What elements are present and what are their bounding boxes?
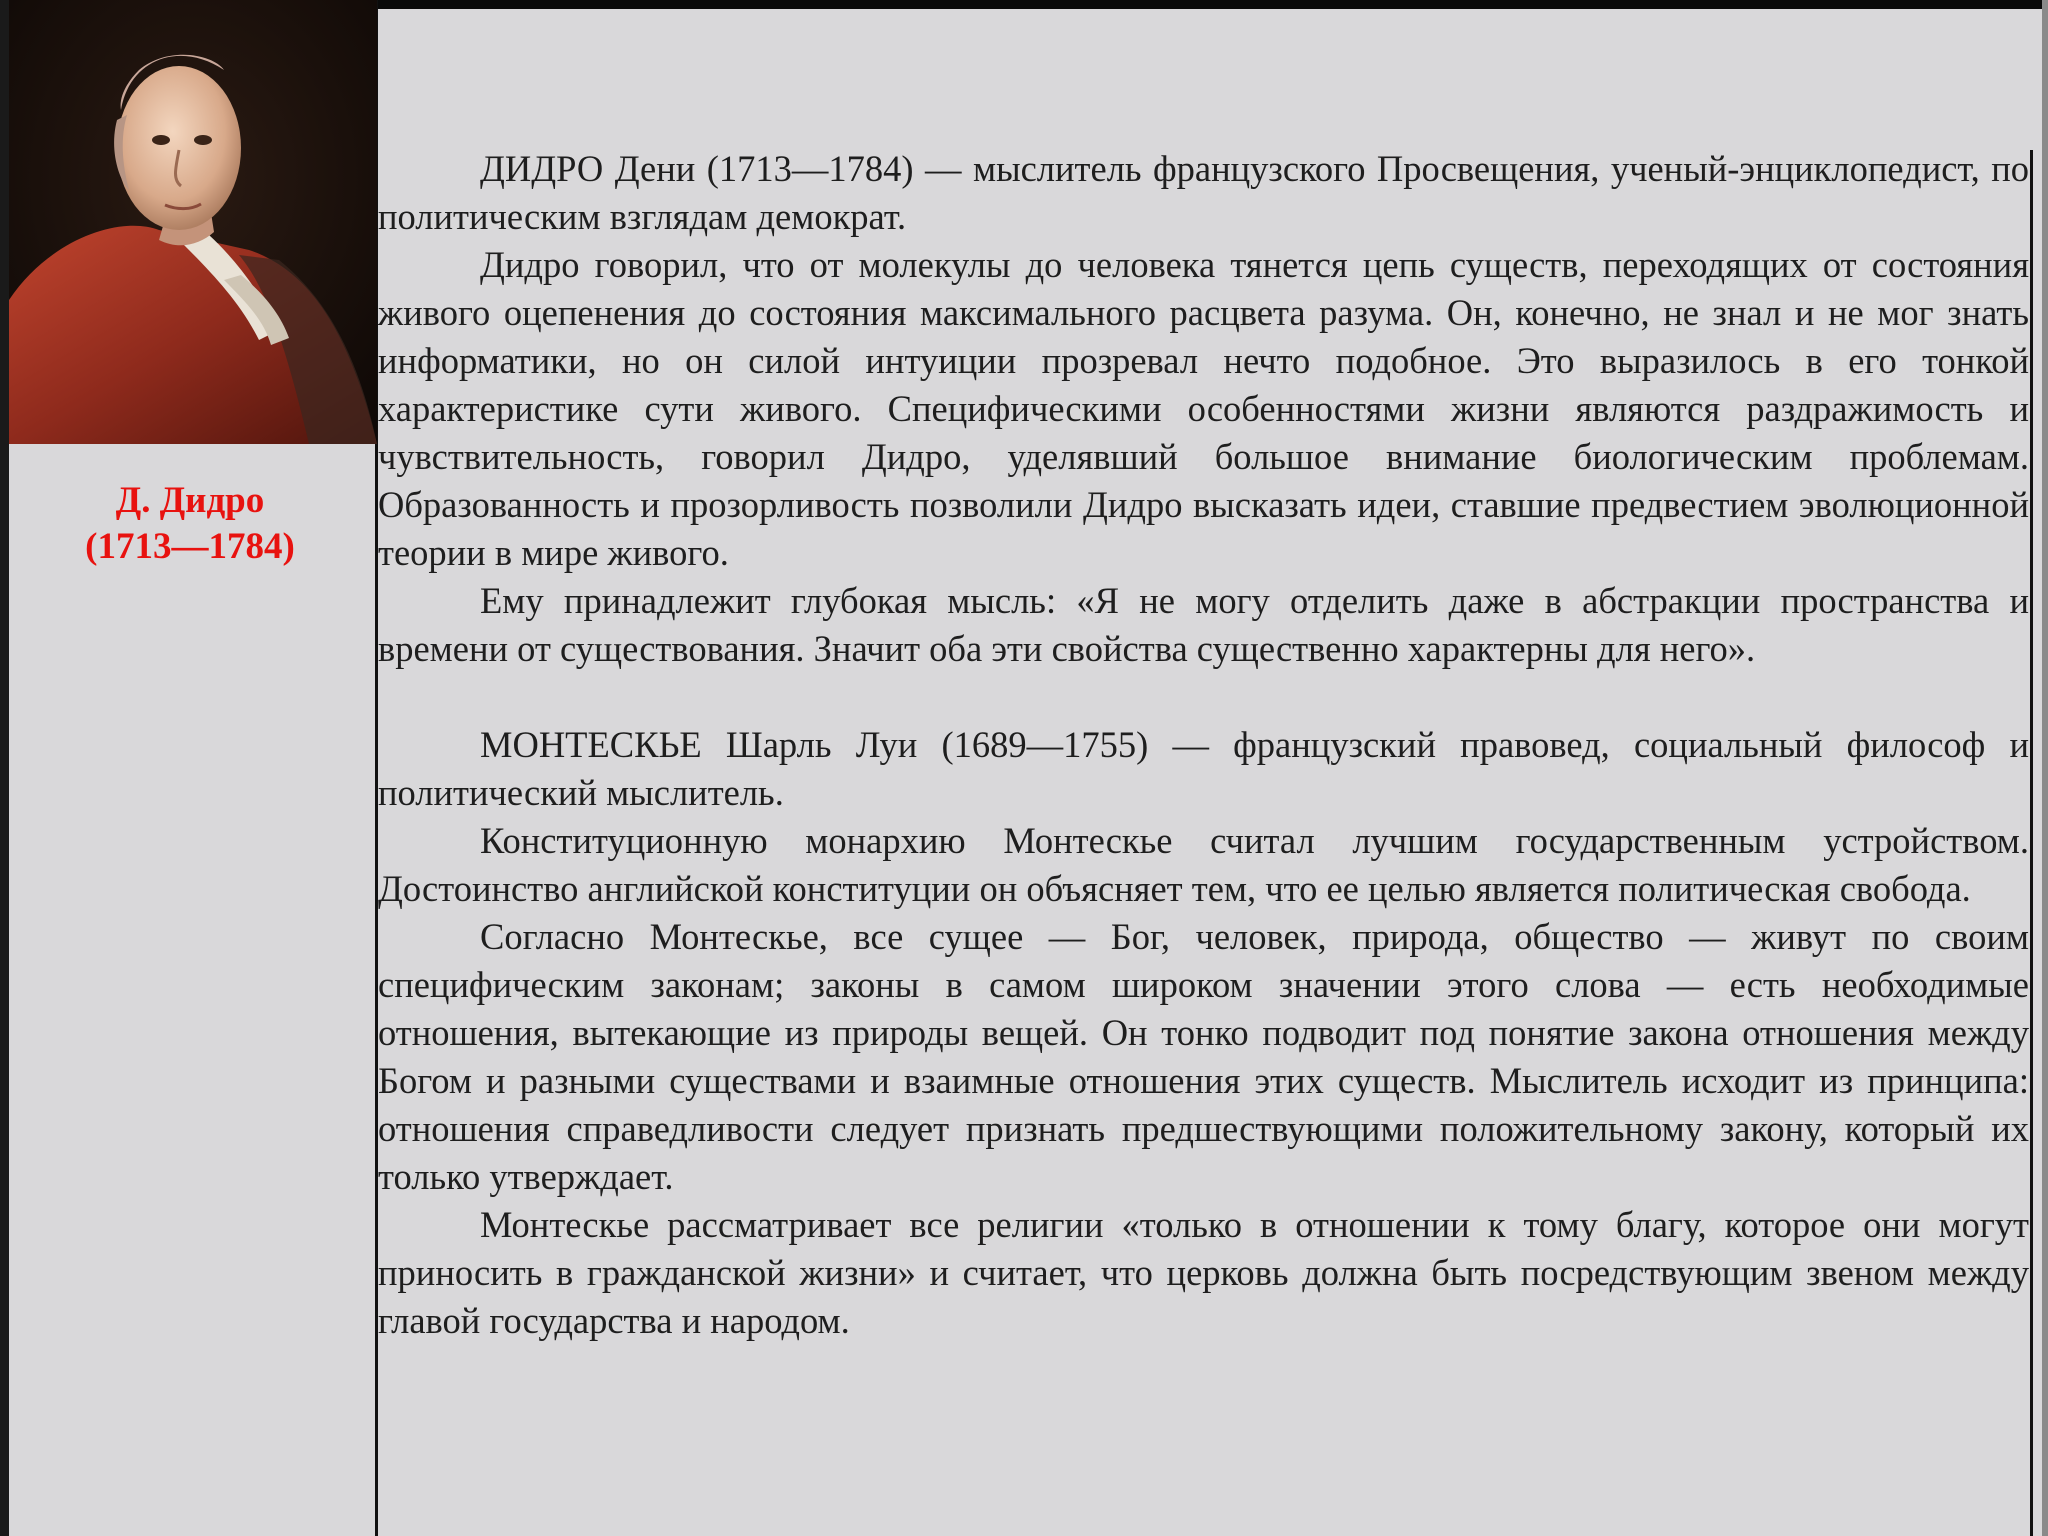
caption-name: Д. Дидро	[115, 480, 265, 521]
montesquieu-paragraph-3: Согласно Монтескье, все сущее — Бог, человек, природа, общество — живут по своим специфическим законам; законы в самом широком значении этого слова — есть необходимые отношения, вытекающие из природы вещей. Он тонко подводит под понятие закона отношения между Богом и разными существами и взаимные отношения этих существ. Мыслитель исходит из принципа: отношения справедливости следует признать предшествующими положительному закону, который их только утверждает.	[378, 916, 2029, 1197]
montesquieu-paragraph-2: Конституционную монархию Монтескье считал лучшим государственным устройством. Достоинство английской конституции он объясняет тем, что ее целью является политическая свобода.	[378, 820, 2029, 909]
montesquieu-paragraph-4: Монтескье рассматривает все религии «только в отношении к тому благу, которое они могут приносить в гражданской жизни» и считает, что церковь должна быть посредствующим звеном между главой государства и народом.	[378, 1204, 2029, 1341]
right-divider	[2030, 150, 2033, 1536]
left-border	[0, 0, 9, 1536]
portrait-painting	[9, 0, 377, 444]
right-border	[2042, 0, 2048, 1536]
diderot-paragraph-2: Дидро говорил, что от молекулы до человека тянется цепь существ, переходящих от состояния живого оцепенения до состояния максимального расцвета разума. Он, конечно, не знал и не мог знать информатики, но он силой интуиции прозревал нечто подобное. Это выразилось в его тонкой характеристике сути живого. Специфическими особенностями жизни являются раздражимость и чувствительность, говорил Дидро, уделявший большое внимание биологическим проблемам. Образованность и прозорливость позволили Дидро высказать идеи, ставшие предвестием эволюционной теории в мире живого.	[378, 244, 2029, 573]
diderot-paragraph-1: ДИДРО Дени (1713—1784) — мыслитель французского Просвещения, ученый-энциклопедист, по политическим взглядам демократ.	[378, 148, 2029, 237]
portrait-image	[9, 0, 377, 444]
diderot-paragraph-3: Ему принадлежит глубокая мысль: «Я не могу отделить даже в абстракции пространства и времени от существования. Значит оба эти свойства существенно характерны для него».	[378, 580, 2029, 669]
article-text	[378, 145, 2029, 1345]
portrait-caption	[9, 478, 371, 570]
caption-years: (1713—1784)	[85, 526, 295, 567]
section-gap	[378, 673, 2029, 721]
montesquieu-paragraph-1: МОНТЕСКЬЕ Шарль Луи (1689—1755) — французский правовед, социальный философ и политический мыслитель.	[378, 724, 2029, 813]
